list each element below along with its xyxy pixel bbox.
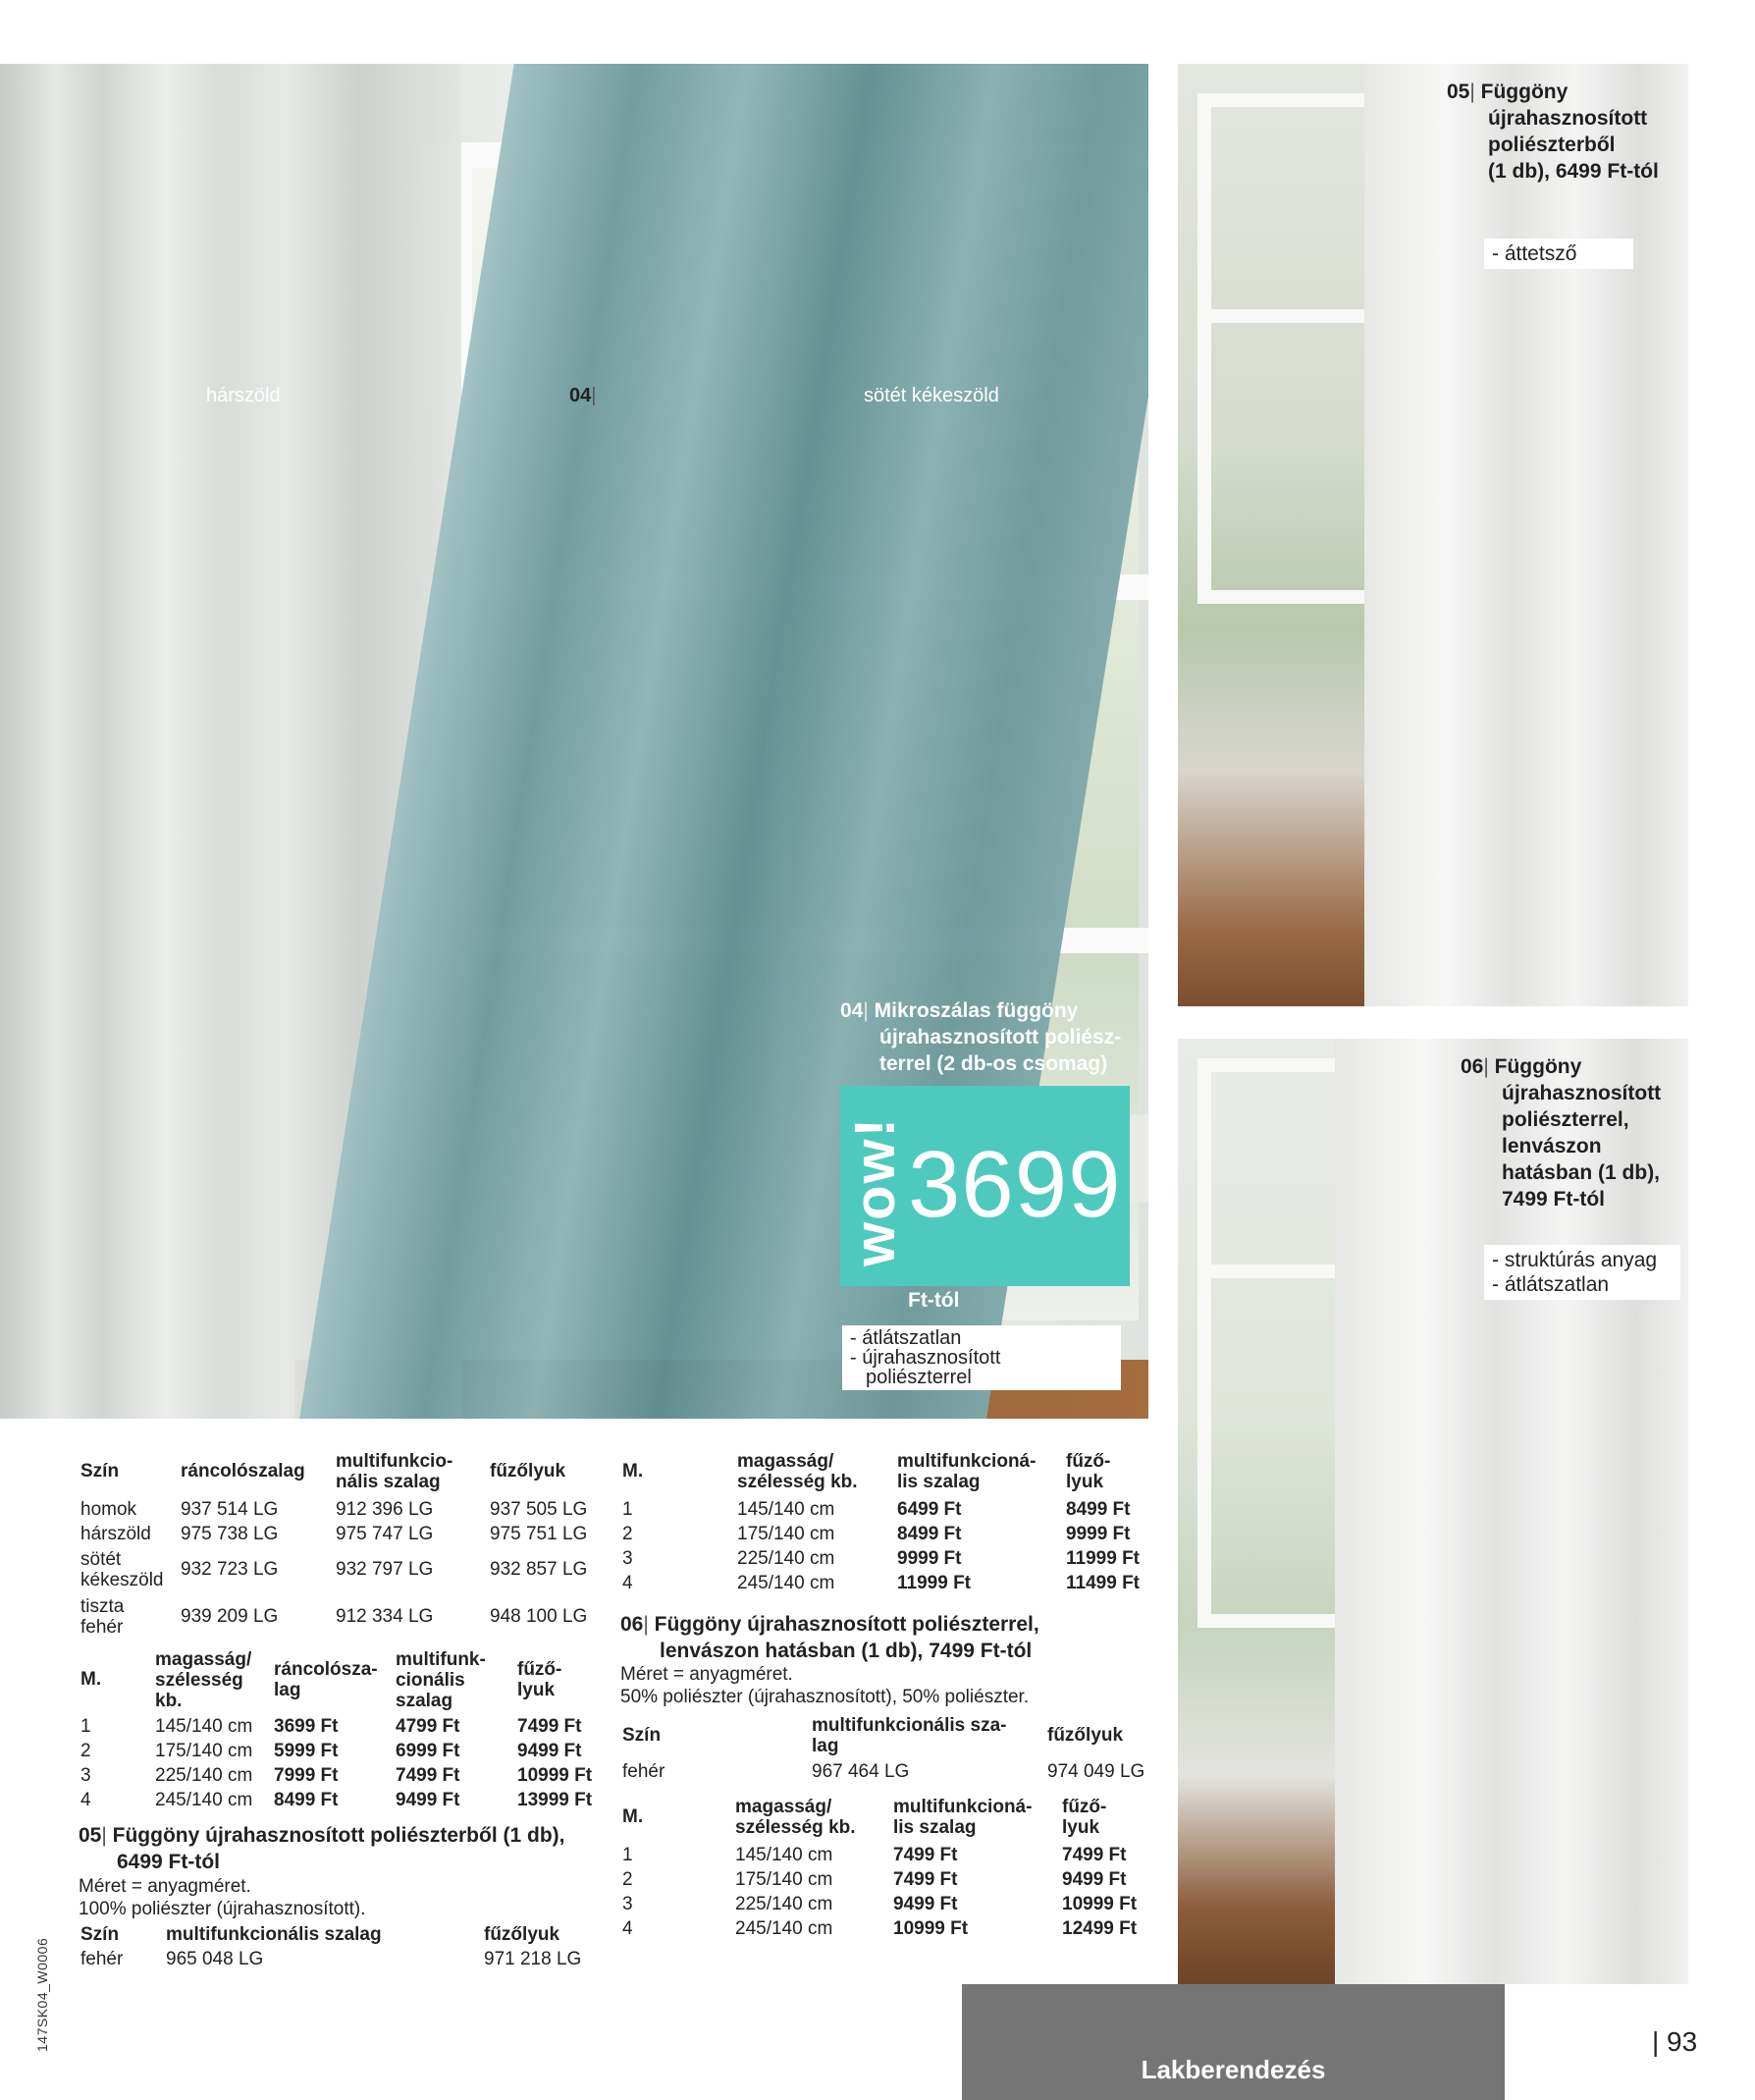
table-row: 4 245/140 cm 10999 Ft 12499 Ft — [622, 1917, 1138, 1939]
table-06-colors — [622, 1712, 1152, 1784]
table-header: M. magasság/ szélesség kb. ráncolósza- lag multifunk- cionális szalag fűző- lyuk — [80, 1648, 562, 1711]
callout-05-features: - áttetsző — [1484, 239, 1633, 269]
product-photo-05 — [1178, 64, 1688, 1006]
table-row: 1 145/140 cm 3699 Ft 4799 Ft 7499 Ft — [80, 1715, 582, 1737]
callout-04-features: - átlátszatlan - újrahasznosított poliészterrel — [842, 1325, 1121, 1390]
product-number-04: 04| — [569, 385, 597, 406]
table-row: sötét kékeszöld 932 723 LG 932 797 LG 932 857 LG — [80, 1549, 588, 1590]
table-04-colors — [80, 1446, 601, 1641]
table-row: 2 175/140 cm 5999 Ft 6999 Ft 9499 Ft — [80, 1740, 582, 1761]
section-06-size-note: Méret = anyagméret. — [620, 1664, 793, 1685]
callout-06-title: 06| Függöny újrahasznosított poliészterrel, lenvászon hatásban (1 db), 7499 Ft-tól — [1461, 1055, 1662, 1211]
table-row: 4 245/140 cm 8499 Ft 9499 Ft 13999 Ft — [80, 1789, 593, 1810]
callout-06-features: - struktúrás anyag - átlátszatlan — [1484, 1245, 1680, 1300]
color-label-sotet-kekeszold: sötét kékeszöld — [864, 385, 999, 406]
footer-category-label: Lakberendezés — [1141, 2055, 1326, 2084]
table-row: tiszta fehér 939 209 LG 912 334 LG 948 100 LG — [80, 1596, 588, 1638]
table-row: 1 145/140 cm 7499 Ft 7499 Ft — [622, 1844, 1127, 1865]
table-row: fehér 967 464 LG 974 049 LG — [622, 1760, 1145, 1782]
table-header: Szín ráncolószalag multifunkcio- nális szalag fűzőlyuk — [80, 1451, 566, 1492]
page-number: | 93 — [1652, 2026, 1698, 2057]
table-06-sizes — [622, 1792, 1152, 1941]
table-row: hárszöld 975 738 LG 975 747 LG 975 751 LG — [80, 1523, 588, 1544]
callout-05-title: 05| Függöny újrahasznosított poliészterből (1 db), 6499 Ft-tól — [1447, 81, 1659, 183]
section-05-material: 100% poliészter (újrahasznosított). — [79, 1899, 366, 1919]
table-row: 4 245/140 cm 11999 Ft 11499 Ft — [622, 1572, 1140, 1593]
section-05-size-note: Méret = anyagméret. — [79, 1876, 251, 1897]
table-header: M. magasság/ szélesség kb. multifunkcioná- lis szalag fűző- lyuk — [622, 1451, 1111, 1492]
section-06-title: 06| Függöny újrahasznosított poliészterrel, lenvászon hatásban (1 db), 7499 Ft-tól — [620, 1613, 1039, 1662]
table-header: Szín multifunkcionális szalag fűzőlyuk — [80, 1923, 560, 1945]
wow-label: wow! — [843, 1116, 907, 1266]
table-row: 2 175/140 cm 7499 Ft 9499 Ft — [622, 1868, 1127, 1890]
table-row: 3 225/140 cm 7999 Ft 7499 Ft 10999 Ft — [80, 1764, 593, 1786]
table-row: 3 225/140 cm 9499 Ft 10999 Ft — [622, 1893, 1138, 1914]
table-row: 2 175/140 cm 8499 Ft 9999 Ft — [622, 1523, 1131, 1544]
section-05-title: 05| Függöny újrahasznosított poliészterből (1 db), 6499 Ft-tól — [79, 1824, 565, 1873]
table-row: fehér 965 048 LG 971 218 LG — [80, 1948, 582, 1969]
table-header: M. magasság/ szélesség kb. multifunkcioná- lis szalag fűző- lyuk — [622, 1797, 1107, 1838]
side-catalog-code: 147SK04_W0006 — [34, 1937, 50, 2052]
table-row: 1 145/140 cm 6499 Ft 8499 Ft — [622, 1498, 1131, 1520]
callout-04-title: 04| Mikroszálas függöny újrahasznosított poliész- terrel (2 db-os csomag) — [840, 999, 1122, 1075]
table-row: 3 225/140 cm 9999 Ft 11999 Ft — [622, 1547, 1140, 1569]
table-header: Szín multifunkcionális sza- lag fűzőlyuk — [622, 1715, 1124, 1756]
wow-price-suffix: Ft-tól — [908, 1289, 960, 1312]
table-05-sizes — [622, 1446, 1152, 1595]
table-row: homok 937 514 LG 912 396 LG 937 505 LG — [80, 1498, 588, 1520]
section-06-material: 50% poliészter (újrahasznosított), 50% poliészter. — [620, 1687, 1030, 1707]
color-label-harszold: hárszöld — [206, 385, 281, 406]
table-05-colors — [80, 1922, 611, 1971]
wow-price: 3699 — [908, 1132, 1122, 1237]
table-04-sizes — [80, 1645, 611, 1812]
